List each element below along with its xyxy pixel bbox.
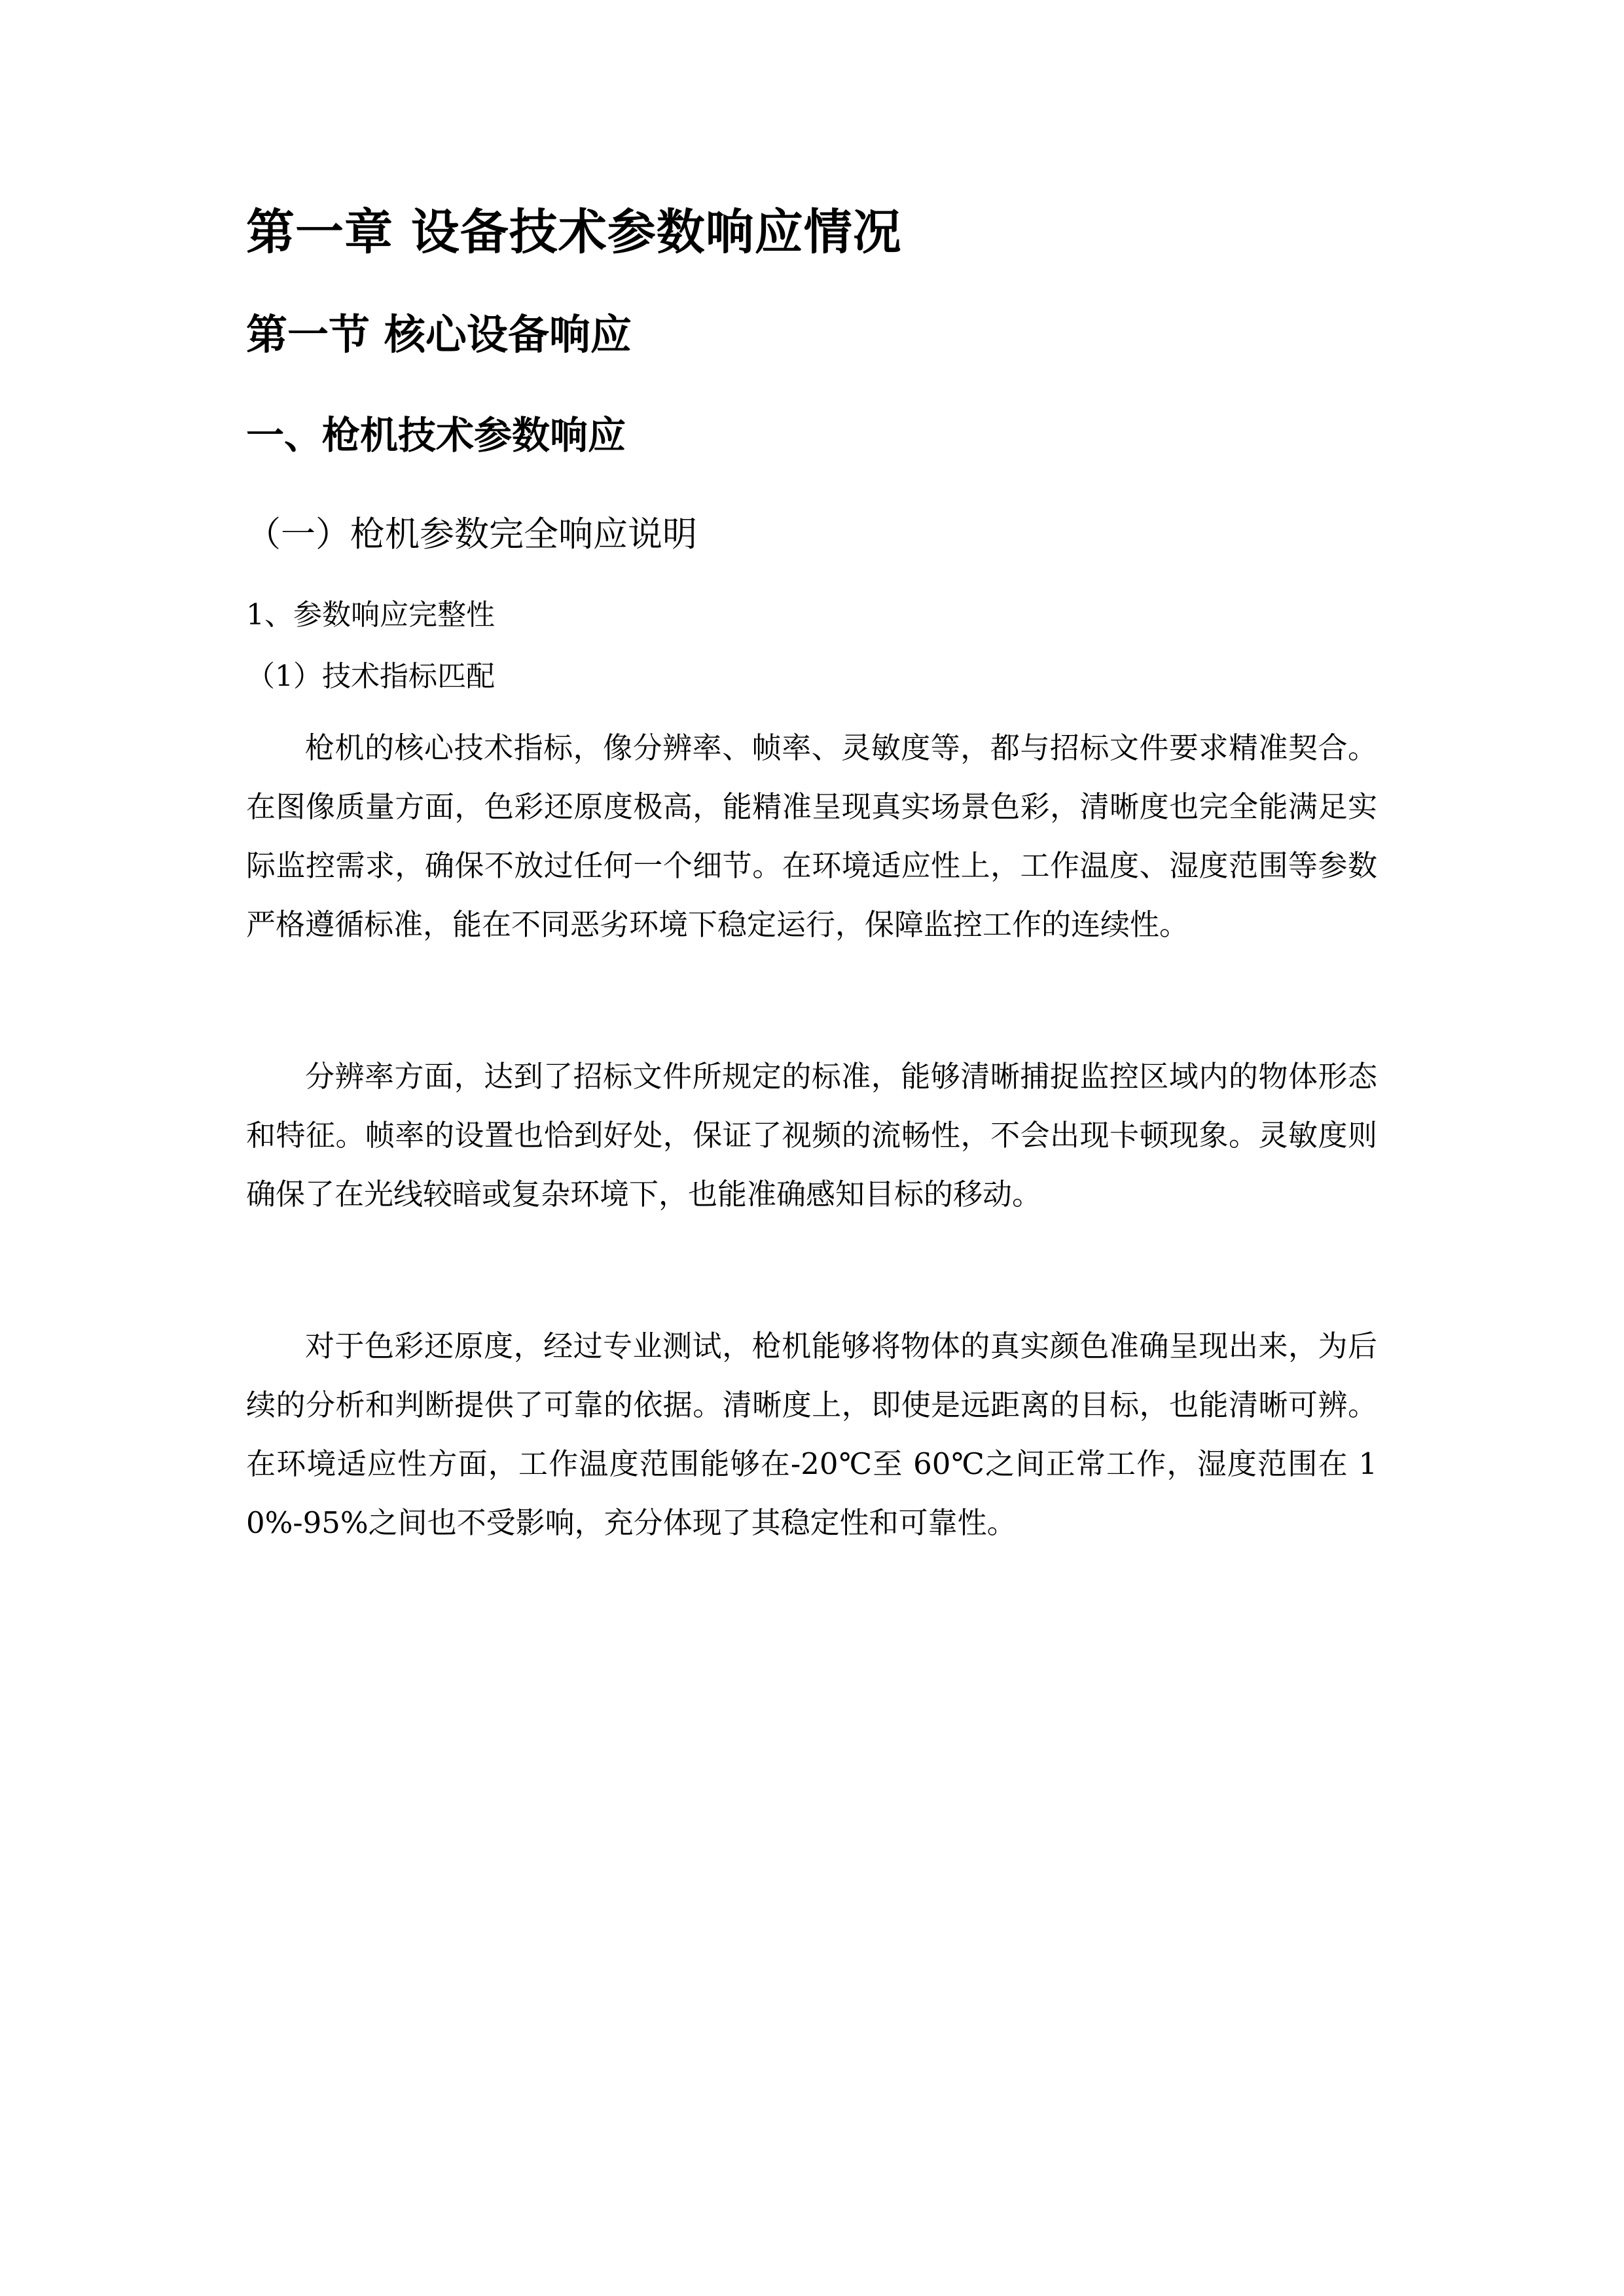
body-paragraph: 分辨率方面，达到了招标文件所规定的标准，能够清晰捕捉监控区域内的物体形态和特征。帧率的设置也恰到好处，保证了视频的流畅性，不会出现卡顿现象。灵敏度则确保了在光线较暗或复杂环境下，也能准确感知目标的移动。: [246, 1059, 1377, 1211]
body-paragraph: 对于色彩还原度，经过专业测试，枪机能够将物体的真实颜色准确呈现出来，为后续的分析和判断提供了可靠的依据。清晰度上，即使是远距离的目标，也能清晰可辨。在环境适应性方面，工作温度范围能够在-20℃至 60℃之间正常工作，湿度范围在 10%-95%之间也不受影响，充分体现了其稳定性和可靠性。: [246, 1329, 1377, 1540]
sub-item-title: （1）技术指标匹配: [246, 660, 495, 693]
chapter-title: 第一章 设备技术参数响应情况: [246, 204, 902, 260]
section-title: 第一节 核心设备响应: [246, 311, 632, 359]
sub-subsection-title: （一）枪机参数完全响应说明: [246, 514, 697, 554]
body-paragraph: 枪机的核心技术指标，像分辨率、帧率、灵敏度等，都与招标文件要求精准契合。在图像质量方面，色彩还原度极高，能精准呈现真实场景色彩，清晰度也完全能满足实际监控需求，确保不放过任何一个细节。在环境适应性上，工作温度、湿度范围等参数严格遵循标准，能在不同恶劣环境下稳定运行，保障监控工作的连续性。: [246, 730, 1377, 942]
subsection-title: 一、枪机技术参数响应: [246, 413, 626, 457]
item-title: 1、参数响应完整性: [246, 598, 495, 632]
